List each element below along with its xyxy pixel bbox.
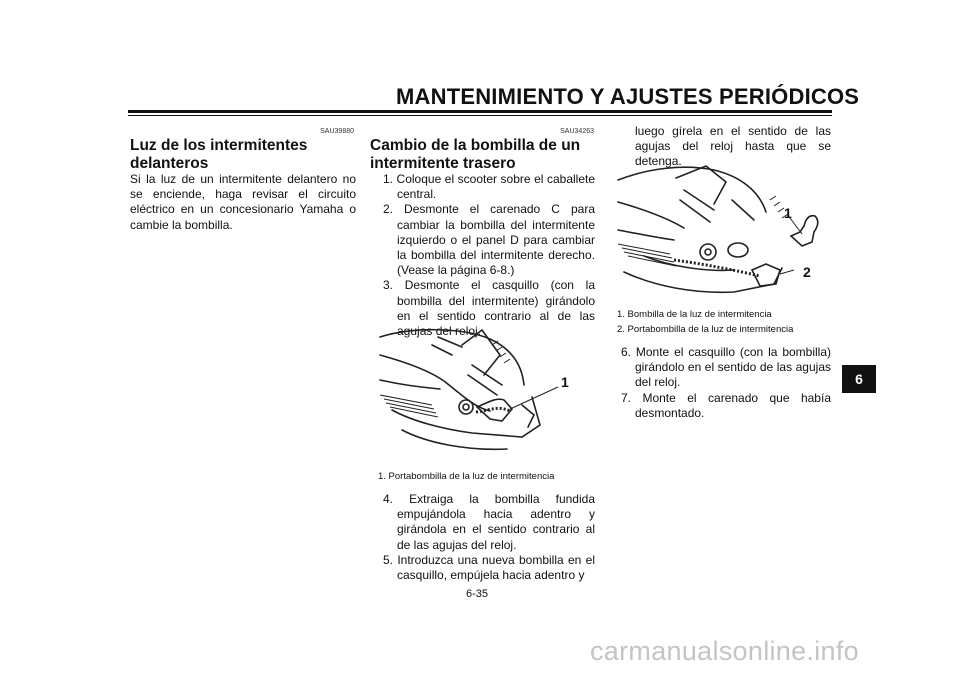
section-body: Si la luz de un intermitente delantero no se enciende, haga revisar el circuito eléctrico en un concesionario Yamaha o cambie la bombilla.: [130, 172, 356, 232]
step-item: 3. Desmonte el casquillo (con la bombilla del intermitente) girándolo en el sentido contrario al de las agujas del reloj.: [383, 278, 595, 339]
page-number: 6-35: [466, 588, 489, 600]
steps-list: [383, 172, 595, 339]
step-item: 6. Monte el casquillo (con la bombilla) girándolo en el sentido de las agujas del reloj.: [621, 345, 831, 390]
section-code: SAU34263: [560, 128, 594, 135]
figure-callout-1: 1: [784, 205, 792, 221]
step-item: 1. Coloque el scooter sobre el caballete central.: [383, 172, 595, 202]
section-code: SAU39880: [320, 128, 354, 135]
steps-list: [621, 345, 831, 421]
figure-callout-2: 2: [803, 264, 811, 280]
steps-list: [383, 492, 595, 583]
chapter-tab: 6: [842, 365, 876, 393]
step-item: 2. Desmonte el carenado C para cambiar la bombilla del intermitente izquierdo o el panel D para cambiar la bombilla del intermitente derecho. (Vease la página 6-8.): [383, 202, 595, 278]
turn-signal-bulb-illustration: [614, 160, 836, 302]
step-item: 7. Monte el carenado que había desmontado.: [621, 390, 831, 420]
figure-caption-1: 1. Bombilla de la luz de intermitencia: [617, 309, 772, 320]
site-watermark: carmanualsonline.info: [590, 636, 859, 666]
figure-caption: 1. Portabombilla de la luz de intermitencia: [378, 471, 555, 482]
figure-callout-1: 1: [561, 374, 569, 390]
header-rule-thin: [128, 115, 832, 116]
continuation-text: luego gírela en el sentido de las agujas del reloj hasta que se detenga.: [635, 124, 831, 169]
section-heading: Luz de los intermitentes delanteros: [130, 137, 308, 172]
rear-turn-signal-illustration: [372, 325, 572, 460]
step-item: 4. Extraiga la bombilla fundida empujándola hacia adentro y girándola en el sentido contrario al de las agujas del reloj.: [383, 492, 595, 552]
figure-caption-2: 2. Portabombilla de la luz de intermitencia: [617, 324, 794, 335]
section-heading: Cambio de la bombilla de un intermitente trasero: [370, 137, 581, 172]
header-rule-thick: [128, 110, 832, 113]
step-item: 5. Introduzca una nueva bombilla en el casquillo, empújela hacia adentro y: [383, 552, 595, 583]
page-header-title: MANTENIMIENTO Y AJUSTES PERIÓDICOS: [396, 84, 860, 109]
